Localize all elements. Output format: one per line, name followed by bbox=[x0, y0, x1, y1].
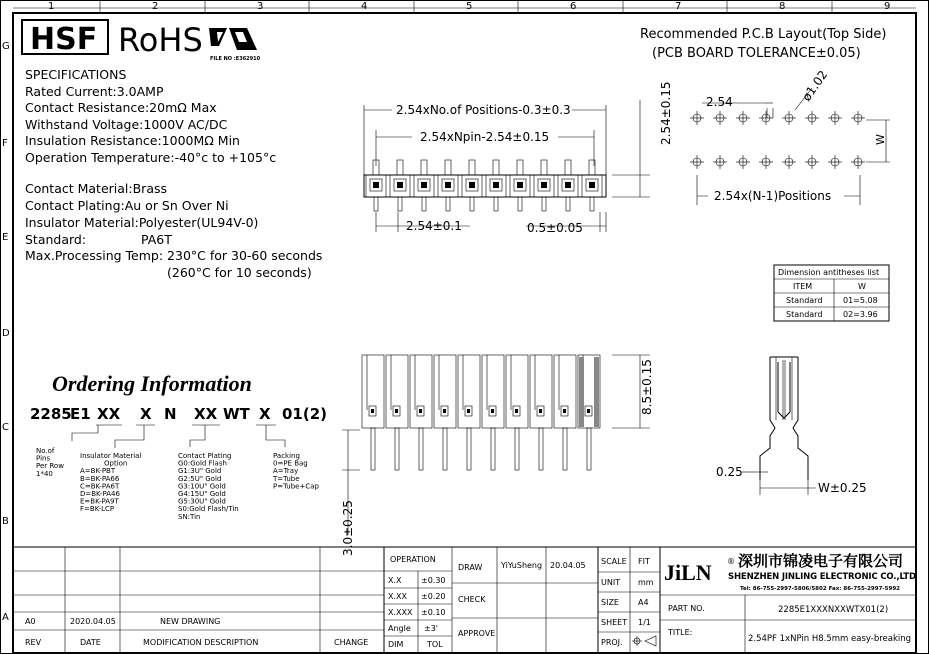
dim-table-cell: 01=5.08 bbox=[843, 296, 878, 305]
row-label: F bbox=[2, 138, 8, 149]
part-no-value: 2285E1XXXNXXWTX01(2) bbox=[778, 605, 889, 615]
section-pin bbox=[434, 355, 456, 470]
company-name-cn: 深圳市锦凌电子有限公司 bbox=[738, 552, 904, 570]
ordering-legend-line: SN:Tin bbox=[178, 512, 201, 521]
code-part: X bbox=[140, 405, 152, 423]
front-pin bbox=[438, 160, 458, 211]
code-part: WT bbox=[223, 405, 250, 423]
section-pin bbox=[530, 355, 552, 470]
rev-header: REV bbox=[25, 638, 42, 647]
rohs-logo: RoHS bbox=[118, 21, 203, 59]
col-label: 9 bbox=[884, 1, 891, 12]
title-value: 2.54PF 1xNPin H8.5mm easy-breaking bbox=[748, 634, 912, 644]
pcb-hole-icon bbox=[851, 155, 865, 169]
unit-value: mm bbox=[638, 578, 654, 587]
row-label: C bbox=[2, 422, 9, 433]
ordering-legend bbox=[36, 447, 320, 521]
row-labels bbox=[2, 41, 10, 623]
code-part: N bbox=[164, 405, 177, 423]
spec-line: Withstand Voltage:1000V AC/DC bbox=[25, 117, 228, 132]
ordering-legend-line: F=BK-LCP bbox=[80, 505, 115, 514]
row-label: A bbox=[2, 612, 9, 623]
spec-line: Contact Plating:Au or Sn Over Ni bbox=[25, 198, 229, 213]
scale-value: FIT bbox=[638, 557, 650, 566]
rev-cell: NEW DRAWING bbox=[160, 617, 221, 626]
dim-table-title: Dimension antitheses list bbox=[778, 268, 880, 277]
sheet-label: SHEET bbox=[601, 618, 628, 627]
ordering-code bbox=[30, 405, 327, 423]
side-section-view bbox=[341, 355, 654, 556]
file-number: FILE NO :E362910 bbox=[210, 56, 261, 62]
section-pin bbox=[578, 355, 600, 470]
pcb-hole-icon bbox=[851, 111, 865, 125]
pcb-hole-icon bbox=[713, 155, 727, 169]
tol-cell: ±0.10 bbox=[421, 608, 446, 617]
company-contact: Tel: 86-755-2997-5806/5802 Fax: 86-755-2997-5992 bbox=[740, 586, 900, 592]
spec-line: Operation Temperature:-40°c to +105°c bbox=[25, 150, 277, 165]
rev-cell: A0 bbox=[25, 617, 36, 626]
dim-table-cell: Standard bbox=[786, 310, 823, 319]
draw-label: DRAW bbox=[458, 563, 483, 572]
side-w-dim: W±0.25 bbox=[818, 481, 867, 495]
brand-header bbox=[22, 20, 261, 62]
front-pin bbox=[486, 160, 506, 211]
pcb-hole-icon bbox=[736, 111, 750, 125]
ordering-legend-line: G0:Gold Flash bbox=[178, 459, 227, 468]
size-value: A4 bbox=[638, 598, 649, 607]
pcb-layout bbox=[640, 27, 890, 205]
dim-table-header: ITEM bbox=[793, 282, 813, 291]
pcb-pitch-dim: 2.54 bbox=[706, 95, 733, 109]
ordering-legend-line: Packing bbox=[273, 452, 300, 460]
front-pin bbox=[558, 160, 578, 211]
spec-line: Insulation Resistance:1000MΩ Min bbox=[25, 133, 240, 148]
col-label: 8 bbox=[779, 1, 786, 12]
ordering-legend-line: T=Tube bbox=[273, 474, 300, 483]
column-labels bbox=[48, 1, 890, 13]
drawer-name: YiYuSheng bbox=[501, 561, 543, 570]
spec-line: Standard: bbox=[25, 232, 87, 247]
pcb-hole-icon bbox=[736, 155, 750, 169]
tol-cell: ±0.30 bbox=[421, 576, 446, 585]
section-pin bbox=[458, 355, 480, 470]
dim-table-cell: Standard bbox=[786, 296, 823, 305]
approve-label: APPROVE bbox=[458, 629, 496, 638]
pcb-hole-icon bbox=[782, 111, 796, 125]
col-label: 3 bbox=[257, 1, 264, 12]
title-block bbox=[13, 547, 916, 653]
tol-cell: DIM bbox=[388, 640, 404, 649]
ordering-legend-line: G5:30U" Gold bbox=[178, 497, 226, 506]
front-pin bbox=[414, 160, 434, 211]
pcb-hole-icon bbox=[805, 155, 819, 169]
section-pin bbox=[482, 355, 504, 470]
side-tail-dim: 3.0±0.25 bbox=[341, 500, 355, 556]
part-no-label: PART NO. bbox=[668, 604, 705, 613]
spec-line: Insulator Material:Polyester(UL94V-0) bbox=[25, 215, 259, 230]
front-pin bbox=[390, 160, 410, 211]
pcb-hole-icon bbox=[759, 155, 773, 169]
ordering-legend-line: A=BK-PBT bbox=[80, 467, 116, 476]
col-label: 4 bbox=[361, 1, 368, 12]
ordering-legend-line: D=BK-PA46 bbox=[80, 490, 120, 498]
code-part: XX bbox=[194, 405, 218, 423]
side-pin-dim: 0.25 bbox=[716, 465, 743, 479]
pcb-hole-icon bbox=[828, 111, 842, 125]
operation-label: OPERATION bbox=[390, 555, 436, 564]
front-pin bbox=[462, 160, 482, 211]
row-label: B bbox=[2, 516, 9, 527]
rev-header: DATE bbox=[80, 638, 101, 647]
title-label: TITLE: bbox=[668, 628, 693, 637]
tol-cell: X.XXX bbox=[388, 608, 413, 617]
size-label: SIZE bbox=[601, 598, 619, 607]
tol-cell: ±3' bbox=[424, 624, 438, 633]
side-pins bbox=[362, 355, 600, 470]
spec-line: Contact Resistance:20mΩ Max bbox=[25, 100, 217, 115]
front-height-dim: 2.54±0.15 bbox=[659, 81, 673, 145]
side-height-dim: 8.5±0.15 bbox=[640, 359, 654, 415]
ordering-legend-line: G1:3U" Gold bbox=[178, 467, 222, 476]
row-label: G bbox=[2, 41, 10, 52]
ordering-legend-line: C=BK-PA6T bbox=[80, 482, 120, 491]
front-pins-dim: 2.54xNpin-2.54±0.15 bbox=[420, 130, 550, 144]
code-part: X bbox=[259, 405, 271, 423]
front-pin bbox=[582, 160, 602, 211]
col-label: 1 bbox=[48, 1, 55, 12]
col-label: 7 bbox=[675, 1, 682, 12]
tol-cell: Angle bbox=[388, 624, 411, 633]
section-pin bbox=[362, 355, 384, 470]
col-label: 5 bbox=[466, 1, 473, 12]
ordering-legend-line: S0:Gold Flash/Tin bbox=[178, 505, 239, 514]
projection-symbol-icon bbox=[632, 636, 656, 646]
spec-heading: SPECIFICATIONS bbox=[25, 67, 127, 82]
pcb-title: Recommended P.C.B Layout(Top Side) bbox=[640, 27, 887, 42]
tol-cell: X.X bbox=[388, 576, 402, 585]
ordering-legend-line: G4:15U" Gold bbox=[178, 490, 226, 498]
front-pin bbox=[534, 160, 554, 211]
dimension-table bbox=[774, 265, 889, 321]
ordering-legend-line: G2:5U" Gold bbox=[178, 474, 222, 483]
col-label: 6 bbox=[570, 1, 577, 12]
rev-cell: 2020.04.05 bbox=[70, 617, 116, 626]
ordering-legend-line: No.of bbox=[36, 447, 55, 455]
pcb-positions-dim: 2.54x(N-1)Positions bbox=[714, 189, 832, 203]
proj-label: PROJ. bbox=[601, 638, 623, 647]
code-part: 2285 bbox=[30, 405, 72, 423]
dim-table-header: W bbox=[858, 282, 866, 291]
code-part: 01(2) bbox=[282, 405, 328, 423]
pcb-hole-icon bbox=[690, 111, 704, 125]
code-part: XX bbox=[97, 405, 121, 423]
ordering-information bbox=[30, 371, 327, 521]
specifications bbox=[25, 67, 322, 280]
ordering-legend-line: Option bbox=[104, 459, 128, 468]
pcb-hole-icon bbox=[782, 155, 796, 169]
company-name-en: SHENZHEN JINLING ELECTRONIC CO.,LTD bbox=[728, 572, 916, 582]
company-logo: JiLN bbox=[664, 560, 712, 585]
check-label: CHECK bbox=[458, 595, 486, 604]
hsf-logo: HSF bbox=[30, 22, 98, 57]
front-pitch-dim: 2.54±0.1 bbox=[406, 219, 462, 233]
sheet-value: 1/1 bbox=[638, 618, 651, 627]
draw-date: 20.04.05 bbox=[550, 561, 586, 570]
pcb-hole-dim: ø1.02 bbox=[799, 67, 831, 104]
ordering-legend-line: Pins bbox=[36, 454, 51, 463]
spec-line: Rated Current:3.0AMP bbox=[25, 84, 164, 99]
ordering-legend-line: 0=PE Bag bbox=[273, 459, 308, 468]
dim-table-cell: 02=3.96 bbox=[843, 310, 878, 319]
ordering-legend-line: E=BK-PA9T bbox=[80, 497, 119, 506]
ul-mark-icon bbox=[209, 28, 257, 50]
section-pin bbox=[386, 355, 408, 470]
spec-line: Contact Material:Brass bbox=[25, 181, 167, 196]
tol-cell: ±0.20 bbox=[421, 592, 446, 601]
ordering-legend-line: G3:10U" Gold bbox=[178, 482, 226, 491]
pcb-hole-icon bbox=[828, 155, 842, 169]
pcb-w-dim: W bbox=[874, 134, 887, 145]
ordering-legend-line: Per Row bbox=[36, 462, 64, 471]
ordering-legend-line: A=Tray bbox=[273, 467, 299, 476]
col-label: 2 bbox=[152, 1, 159, 12]
pcb-subtitle: (PCB BOARD TOLERANCE±0.05) bbox=[652, 46, 861, 61]
ordering-legend-line: 1*40 bbox=[36, 469, 53, 478]
pcb-hole-icon bbox=[713, 111, 727, 125]
rev-header: MODIFICATION DESCRIPTION bbox=[143, 638, 259, 647]
front-pin-dim: 0.5±0.05 bbox=[527, 221, 583, 235]
unit-label: UNIT bbox=[601, 578, 621, 587]
scale-label: SCALE bbox=[601, 557, 627, 566]
registered-mark-icon: ® bbox=[727, 557, 735, 566]
ordering-legend-line: Insulator Material bbox=[80, 452, 142, 460]
ordering-legend-line: P=Tube+Cap bbox=[273, 482, 319, 491]
front-pin bbox=[510, 160, 530, 211]
section-pin bbox=[506, 355, 528, 470]
front-view bbox=[364, 82, 673, 236]
ordering-legend-line: B=BK-PA66 bbox=[80, 474, 120, 483]
pcb-holes bbox=[690, 111, 865, 169]
row-label: D bbox=[2, 328, 10, 339]
tol-cell: X.XX bbox=[388, 592, 407, 601]
side-profile bbox=[716, 357, 867, 495]
spec-line: (260°C for 10 seconds) bbox=[167, 265, 312, 280]
spec-standard-value: PA6T bbox=[141, 232, 172, 247]
ordering-legend-line: Contact Plating bbox=[178, 452, 232, 460]
pcb-hole-icon bbox=[759, 111, 773, 125]
front-pin bbox=[366, 160, 386, 211]
code-part: E1 bbox=[70, 405, 91, 423]
rev-header: CHANGE bbox=[334, 638, 369, 647]
front-pins bbox=[366, 160, 602, 211]
ordering-title: Ordering Information bbox=[52, 371, 252, 396]
section-pin bbox=[410, 355, 432, 470]
pcb-hole-icon bbox=[805, 111, 819, 125]
front-total-dim: 2.54xNo.of Positions-0.3±0.3 bbox=[396, 103, 571, 117]
spec-line: Max.Processing Temp: 230°C for 30-60 seconds bbox=[25, 248, 323, 263]
row-label: E bbox=[2, 232, 9, 243]
tol-cell: TOL bbox=[427, 640, 443, 649]
pcb-hole-icon bbox=[690, 155, 704, 169]
section-pin bbox=[554, 355, 576, 470]
